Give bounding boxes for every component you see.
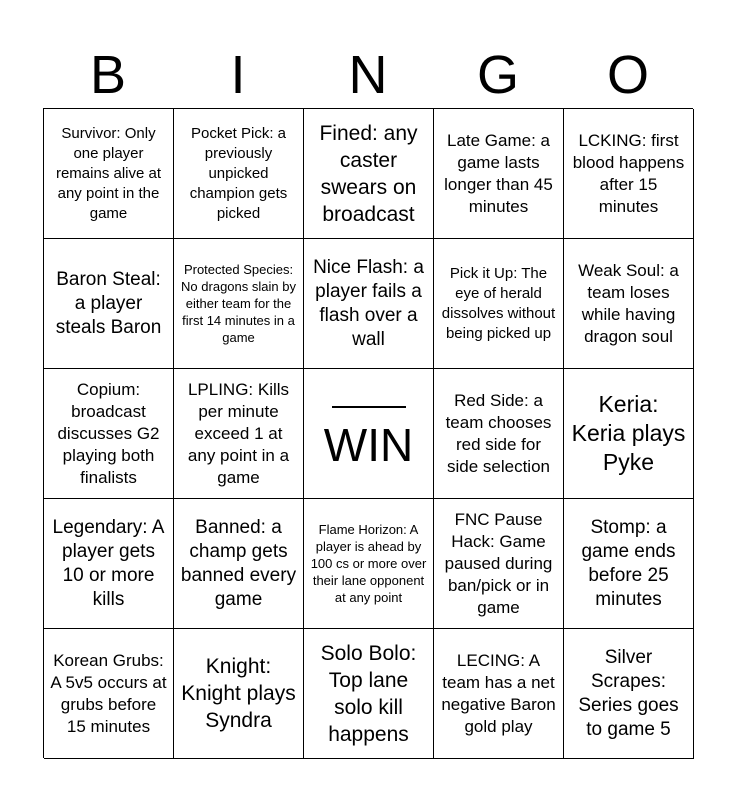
free-space-cell[interactable] [304,369,434,499]
cell-text: Baron Steal: a player steals Baron [55,268,162,338]
bingo-cell[interactable] [564,629,694,759]
cell-text: Late Game: a game lasts longer than 45 minutes [444,130,553,216]
bingo-cell[interactable] [434,499,564,629]
header-letter-i: I [230,45,246,105]
cell-text: Knight: Knight plays Syndra [181,655,296,732]
bingo-cell[interactable] [174,239,304,369]
cell-text: Flame Horizon: A player is ahead by 100 cs or more over their lane opponent at any point [310,522,427,605]
bingo-cell[interactable] [44,239,174,369]
header-letter-b: B [89,45,127,105]
cell-text: LCKING: first blood happens after 15 minutes [572,130,685,216]
bingo-cell[interactable] [434,109,564,239]
cell-text: Weak Soul: a team loses while having dragon soul [578,260,679,346]
cell-text: Protected Species: No dragons slain by either team for the first 14 minutes in a game [181,262,296,345]
cell-text: Silver Scrapes: Series goes to game 5 [578,646,679,740]
bingo-cell[interactable] [304,109,434,239]
free-space-line [332,406,406,408]
bingo-cell[interactable] [564,109,694,239]
cell-text: Banned: a champ gets banned every game [180,516,297,610]
bingo-cell[interactable] [174,109,304,239]
cell-text: Fined: any caster swears on broadcast [319,121,418,226]
header-letter-g: G [476,45,519,105]
header-letter-n: N [348,45,388,105]
bingo-board [43,108,693,758]
bingo-cell[interactable] [304,629,434,759]
bingo-cell[interactable] [174,369,304,499]
cell-text: Keria: Keria plays Pyke [571,391,686,475]
cell-text: Solo Bolo: Top lane solo kill happens [320,641,417,746]
bingo-cell[interactable] [304,499,434,629]
bingo-header [43,42,693,108]
bingo-cell[interactable] [44,109,174,239]
cell-text: Survivor: Only one player remains alive at any point in the game [55,124,162,222]
bingo-cell[interactable] [174,629,304,759]
bingo-cell[interactable] [434,369,564,499]
cell-text: FNC Pause Hack: Game paused during ban/pick or in game [444,509,553,617]
cell-text: Nice Flash: a player fails a flash over a wall [313,256,424,350]
bingo-cell[interactable] [174,499,304,629]
bingo-cell[interactable] [434,629,564,759]
cell-text: Pick it Up: The eye of herald dissolves without being picked up [441,264,556,342]
bingo-cell[interactable] [44,629,174,759]
cell-text: LECING: A team has a net negative Baron gold play [441,650,556,736]
cell-text: Pocket Pick: a previously unpicked champion gets picked [189,124,288,222]
cell-text: Korean Grubs: A 5v5 occurs at grubs before 15 minutes [50,650,167,736]
bingo-cell[interactable] [304,239,434,369]
cell-text: Red Side: a team chooses red side for side selection [445,390,552,476]
cell-text: Legendary: A player gets 10 or more kills [52,516,165,610]
bingo-cell[interactable] [434,239,564,369]
cell-text: Stomp: a game ends before 25 minutes [581,516,676,610]
bingo-cell[interactable] [564,239,694,369]
bingo-cell[interactable] [44,369,174,499]
bingo-cell[interactable] [44,499,174,629]
bingo-cell[interactable] [564,499,694,629]
header-letter-o: O [606,45,649,105]
cell-text: Copium: broadcast discusses G2 playing both finalists [57,379,160,487]
bingo-cell[interactable] [564,369,694,499]
free-space-text: WIN [323,418,414,471]
cell-text: LPLING: Kills per minute exceed 1 at any point in a game [187,379,290,487]
